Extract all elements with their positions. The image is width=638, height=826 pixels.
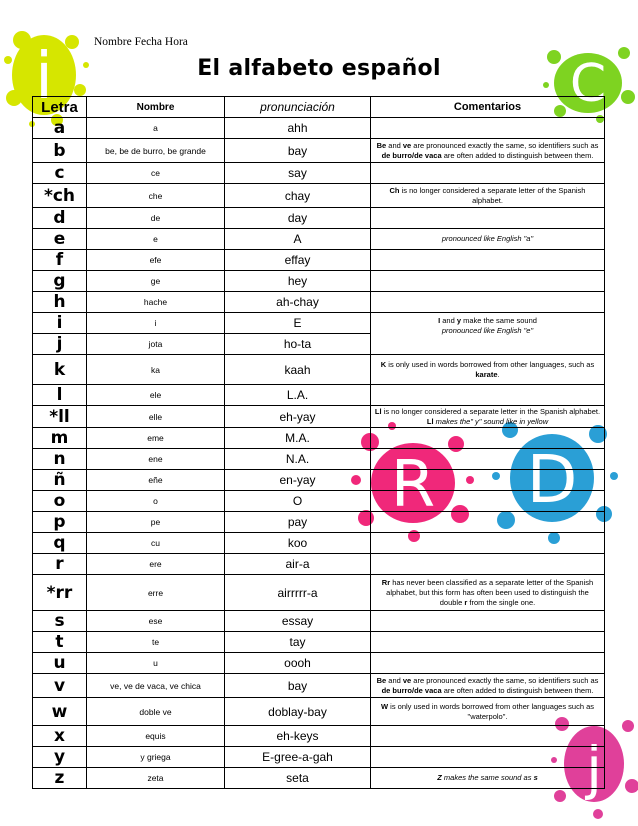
pron-cell: M.A. <box>225 428 371 449</box>
pron-cell: ah-chay <box>225 292 371 313</box>
letter-cell: a <box>33 118 87 139</box>
comment-cell <box>371 491 605 512</box>
pron-cell: air-a <box>225 554 371 575</box>
hora-label: Hora <box>164 36 188 48</box>
pron-cell: hey <box>225 271 371 292</box>
table-row <box>33 575 605 611</box>
nombre-cell: ese <box>87 611 225 632</box>
nombre-cell: e <box>87 229 225 250</box>
letter-cell: y <box>33 747 87 768</box>
nombre-cell: zeta <box>87 768 225 789</box>
header-nombre: Nombre <box>87 97 225 118</box>
table-row <box>33 163 605 184</box>
svg-text:D: D <box>526 441 578 518</box>
pron-cell: O <box>225 491 371 512</box>
letter-cell: v <box>33 674 87 698</box>
letter-cell: z <box>33 768 87 789</box>
pron-cell: airrrrr-a <box>225 575 371 611</box>
table-row <box>33 208 605 229</box>
comment-ll: Ll is no longer considered a separate letter in the Spanish alphabet. Ll makes the" y" sound like in yellow <box>371 406 605 428</box>
letter-cell: t <box>33 632 87 653</box>
pron-cell: chay <box>225 184 371 208</box>
comment-cell <box>371 271 605 292</box>
table-row <box>33 611 605 632</box>
letter-cell: d <box>33 208 87 229</box>
nombre-cell: be, be de burro, be grande <box>87 139 225 163</box>
table-row <box>33 698 605 726</box>
letter-cell: e <box>33 229 87 250</box>
svg-text:C: C <box>569 54 607 114</box>
pron-cell: say <box>225 163 371 184</box>
letter-cell: i <box>33 313 87 334</box>
splat-i-letter: i <box>35 40 53 114</box>
table-row <box>33 768 605 789</box>
comment-ch: Ch is no longer considered a separate letter of the Spanish alphabet. <box>371 184 605 208</box>
letter-cell: x <box>33 726 87 747</box>
nombre-cell: eme <box>87 428 225 449</box>
nombre-cell: o <box>87 491 225 512</box>
comment-i-y: I and y make the same sound pronounced like English "e" <box>371 313 605 355</box>
nombre-cell: eñe <box>87 470 225 491</box>
table-row <box>33 229 605 250</box>
pron-cell: A <box>225 229 371 250</box>
table-row <box>33 406 605 428</box>
nombre-cell: doble ve <box>87 698 225 726</box>
pron-cell: L.A. <box>225 385 371 406</box>
nombre-cell: y griega <box>87 747 225 768</box>
comment-b-v: Be and ve are pronounced exactly the same, so identifiers such as de burro/de vaca are often added to distinguish between them. <box>371 139 605 163</box>
letter-cell: g <box>33 271 87 292</box>
letter-cell: k <box>33 355 87 385</box>
comment-b-v: Be and ve are pronounced exactly the same, so identifiers such as de burro/de vaca are often added to distinguish between them. <box>371 674 605 698</box>
table-header-row <box>33 97 605 118</box>
pron-cell: E <box>225 313 371 334</box>
table-row <box>33 184 605 208</box>
pron-cell: eh-keys <box>225 726 371 747</box>
svg-text:j: j <box>585 734 603 802</box>
comment-cell <box>371 449 605 470</box>
pron-cell: ho-ta <box>225 334 371 355</box>
nombre-cell: erre <box>87 575 225 611</box>
letter-cell: j <box>33 334 87 355</box>
pron-cell: seta <box>225 768 371 789</box>
nombre-cell: u <box>87 653 225 674</box>
nombre-cell: ka <box>87 355 225 385</box>
table-row <box>33 118 605 139</box>
svg-text:R: R <box>390 448 436 522</box>
comment-cell <box>371 118 605 139</box>
nombre-cell: ene <box>87 449 225 470</box>
nombre-cell: a <box>87 118 225 139</box>
letter-cell: p <box>33 512 87 533</box>
comment-k: K is only used in words borrowed from other languages, such as karate. <box>371 355 605 385</box>
comment-cell <box>371 385 605 406</box>
comment-cell <box>371 611 605 632</box>
comment-cell <box>371 554 605 575</box>
letter-cell: w <box>33 698 87 726</box>
table-row <box>33 470 605 491</box>
letter-cell: *ll <box>33 406 87 428</box>
fecha-label: Fecha <box>134 36 163 48</box>
letter-cell: *ch <box>33 184 87 208</box>
nombre-cell: ge <box>87 271 225 292</box>
comment-cell <box>371 292 605 313</box>
table-row <box>33 726 605 747</box>
letter-cell: m <box>33 428 87 449</box>
nombre-cell: che <box>87 184 225 208</box>
table-row <box>33 554 605 575</box>
comment-cell <box>371 250 605 271</box>
letter-cell: q <box>33 533 87 554</box>
pron-cell: bay <box>225 674 371 698</box>
comment-cell <box>371 653 605 674</box>
table-row <box>33 428 605 449</box>
student-info-line <box>94 36 544 48</box>
nombre-cell: te <box>87 632 225 653</box>
letter-cell: l <box>33 385 87 406</box>
nombre-cell: jota <box>87 334 225 355</box>
nombre-cell: ce <box>87 163 225 184</box>
comment-cell <box>371 726 605 747</box>
pron-cell: oooh <box>225 653 371 674</box>
pron-cell: kaah <box>225 355 371 385</box>
table-row <box>33 747 605 768</box>
table-row <box>33 313 605 334</box>
letter-cell: s <box>33 611 87 632</box>
table-row <box>33 491 605 512</box>
pron-cell: E-gree-a-gah <box>225 747 371 768</box>
comment-cell <box>371 533 605 554</box>
letter-cell: *rr <box>33 575 87 611</box>
comment-cell <box>371 747 605 768</box>
letter-cell: b <box>33 139 87 163</box>
nombre-cell: cu <box>87 533 225 554</box>
nombre-label: Nombre <box>94 36 132 48</box>
header-pronunciacion: pronunciación <box>225 97 371 118</box>
letter-cell: ñ <box>33 470 87 491</box>
pron-cell: en-yay <box>225 470 371 491</box>
nombre-cell: i <box>87 313 225 334</box>
table-row <box>33 355 605 385</box>
pron-cell: N.A. <box>225 449 371 470</box>
pron-cell: doblay-bay <box>225 698 371 726</box>
table-row <box>33 674 605 698</box>
nombre-cell: de <box>87 208 225 229</box>
nombre-cell: pe <box>87 512 225 533</box>
comment-w: W is only used in words borrowed from other languages such as "waterpolo". <box>371 698 605 726</box>
pron-cell: koo <box>225 533 371 554</box>
comment-cell <box>371 163 605 184</box>
table-row <box>33 653 605 674</box>
letter-cell: n <box>33 449 87 470</box>
letter-cell: o <box>33 491 87 512</box>
comment-cell <box>371 428 605 449</box>
comment-cell <box>371 512 605 533</box>
letter-cell: c <box>33 163 87 184</box>
comment-cell <box>371 208 605 229</box>
nombre-cell: ele <box>87 385 225 406</box>
nombre-cell: ve, ve de vaca, ve chica <box>87 674 225 698</box>
pron-cell: bay <box>225 139 371 163</box>
comment-rr: Rr has never been classified as a separate letter of the Spanish alphabet, but this form has often been used to distinguish the double r from the single one. <box>371 575 605 611</box>
table-row <box>33 250 605 271</box>
pron-cell: ahh <box>225 118 371 139</box>
pron-cell: eh-yay <box>225 406 371 428</box>
comment-cell <box>371 632 605 653</box>
page-title: El alfabeto español <box>197 56 441 81</box>
letter-cell: u <box>33 653 87 674</box>
header-comentarios: Comentarios <box>371 97 605 118</box>
table-row <box>33 271 605 292</box>
pron-cell: essay <box>225 611 371 632</box>
comment-e: pronounced like English "a" <box>371 229 605 250</box>
letter-cell: r <box>33 554 87 575</box>
nombre-cell: efe <box>87 250 225 271</box>
pron-cell: effay <box>225 250 371 271</box>
letter-cell: f <box>33 250 87 271</box>
table-row <box>33 139 605 163</box>
table-row <box>33 385 605 406</box>
pron-cell: tay <box>225 632 371 653</box>
header-letra: Letra <box>33 97 87 118</box>
table-row <box>33 533 605 554</box>
comment-cell <box>371 470 605 491</box>
nombre-cell: equis <box>87 726 225 747</box>
pron-cell: pay <box>225 512 371 533</box>
table-row <box>33 632 605 653</box>
pron-cell: day <box>225 208 371 229</box>
alphabet-table <box>32 96 605 789</box>
nombre-cell: elle <box>87 406 225 428</box>
nombre-cell: hache <box>87 292 225 313</box>
table-row <box>33 512 605 533</box>
table-row <box>33 449 605 470</box>
nombre-cell: ere <box>87 554 225 575</box>
comment-z: Z makes the same sound as s <box>371 768 605 789</box>
table-row <box>33 292 605 313</box>
letter-cell: h <box>33 292 87 313</box>
